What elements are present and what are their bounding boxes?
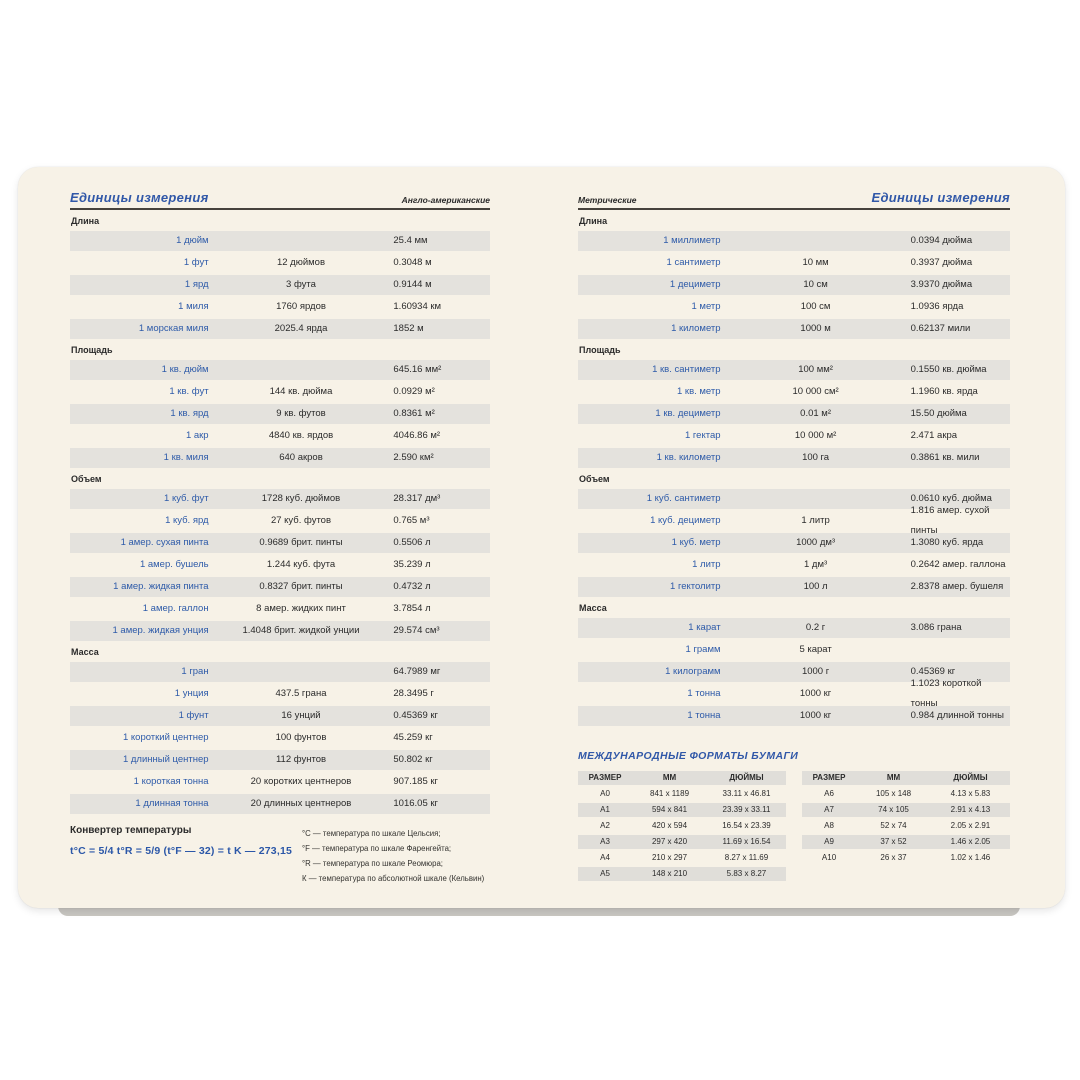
- table-row: [70, 555, 490, 575]
- paper-size-row: [578, 819, 786, 833]
- unit-name-cell: 1 миля: [178, 301, 209, 312]
- value-cell: 1.60934 км: [393, 301, 442, 312]
- equivalent-cell: 1.4048 брит. жидкой унции: [242, 625, 360, 636]
- page-subtitle: Англо-американские: [401, 195, 490, 205]
- unit-name-cell: 1 морская миля: [138, 323, 209, 334]
- value-cell: 0.984 длинной тонны: [910, 710, 1005, 721]
- value-cell: 1.1023 короткой тонны: [910, 678, 982, 709]
- unit-section: [578, 216, 1010, 339]
- unit-name-cell: 1 длинный центнер: [122, 754, 209, 765]
- paper-size-cell: A9: [824, 837, 834, 846]
- value-cell: 50.802 кг: [393, 754, 433, 765]
- header-rule: [70, 208, 490, 210]
- unit-name-cell: 1 сантиметр: [666, 257, 721, 268]
- table-row: [70, 404, 490, 424]
- equivalent-cell: 8 амер. жидких пинт: [256, 603, 346, 614]
- section-heading: Длина: [71, 216, 100, 226]
- equivalent-cell: 1 литр: [801, 515, 830, 526]
- paper-size-header: РАЗМЕР: [812, 773, 846, 782]
- value-cell: 0.8361 м²: [393, 408, 435, 419]
- table-row: [70, 684, 490, 704]
- paper-mm-cell: 594 x 841: [651, 805, 688, 814]
- value-cell: 907.185 кг: [393, 776, 438, 787]
- value-cell: 28.3495 г: [393, 688, 434, 699]
- equivalent-cell: 1000 г: [801, 666, 830, 677]
- value-cell: 28.317 дм³: [393, 493, 441, 504]
- unit-name-cell: 1 амер. галлон: [142, 603, 209, 614]
- section-rows: [70, 231, 490, 339]
- paper-inch-cell: 2.05 x 2.91: [950, 821, 991, 830]
- table-row: [578, 505, 1010, 536]
- value-cell: 1852 м: [393, 323, 424, 334]
- table-row: [578, 319, 1010, 339]
- value-cell: 4046.86 м²: [393, 430, 441, 441]
- unit-name-cell: 1 карат: [688, 622, 721, 633]
- paper-inch-cell: 11.69 x 16.54: [722, 837, 771, 846]
- equivalent-cell: 1000 м: [800, 323, 831, 334]
- equivalent-cell: 3 фута: [286, 279, 316, 290]
- table-row: [578, 678, 1010, 709]
- paper-mm-cell: 105 x 148: [875, 789, 912, 798]
- paper-size-row: [578, 867, 786, 881]
- section-heading: Площадь: [579, 345, 621, 355]
- table-row: [70, 360, 490, 380]
- equivalent-cell: 2025.4 ярда: [274, 323, 328, 334]
- paper-mm-cell: 26 x 37: [880, 853, 907, 862]
- page-right: [578, 187, 1010, 883]
- equivalent-cell: 10 000 см²: [792, 386, 839, 397]
- temp-converter-title: Конвертер температуры: [70, 825, 192, 836]
- unit-section: [578, 345, 1010, 468]
- value-cell: 25.4 мм: [393, 235, 428, 246]
- page-left: [70, 187, 490, 886]
- paper-formats-section: [578, 750, 1010, 883]
- unit-sections-left: [70, 216, 490, 814]
- paper-inch-cell: 23.39 x 33.11: [722, 805, 771, 814]
- unit-name-cell: 1 грамм: [685, 644, 721, 655]
- paper-size-cell: A2: [600, 821, 610, 830]
- unit-name-cell: 1 кв. дециметр: [655, 408, 721, 419]
- paper-size-row: [578, 835, 786, 849]
- unit-section: [70, 345, 490, 468]
- paper-size-cell: A7: [824, 805, 834, 814]
- equivalent-cell: 112 фунтов: [275, 754, 327, 765]
- equivalent-cell: 5 карат: [799, 644, 832, 655]
- equivalent-cell: 100 фунтов: [275, 732, 327, 743]
- value-cell: 3.086 грана: [910, 622, 962, 633]
- table-row: [70, 772, 490, 792]
- paper-mm-cell: 74 x 105: [878, 805, 909, 814]
- table-row: [578, 297, 1010, 317]
- unit-name-cell: 1 тонна: [687, 710, 721, 721]
- unit-name-cell: 1 тонна: [687, 688, 721, 699]
- unit-name-cell: 1 амер. жидкая пинта: [113, 581, 209, 592]
- table-row: [70, 382, 490, 402]
- paper-inch-cell: 5.83 x 8.27: [726, 869, 767, 878]
- table-row: [70, 489, 490, 509]
- unit-name-cell: 1 кв. сантиметр: [652, 364, 721, 375]
- value-cell: 0.0929 м²: [393, 386, 435, 397]
- value-cell: 2.8378 амер. бушеля: [910, 581, 1004, 592]
- unit-name-cell: 1 короткая тонна: [133, 776, 209, 787]
- unit-name-cell: 1 килограмм: [665, 666, 721, 677]
- value-cell: 35.239 л: [393, 559, 431, 570]
- unit-name-cell: 1 кв. километр: [656, 452, 721, 463]
- unit-name-cell: 1 фунт: [178, 710, 209, 721]
- value-cell: 0.0394 дюйма: [910, 235, 973, 246]
- equivalent-cell: 100 см: [800, 301, 831, 312]
- unit-section: [70, 216, 490, 339]
- paper-mm-cell: 210 x 297: [651, 853, 688, 862]
- section-heading: Масса: [579, 603, 607, 613]
- section-rows: [578, 231, 1010, 339]
- value-cell: 0.5506 л: [393, 537, 431, 548]
- temp-scale-note: °R — температура по шкале Реомюра;: [302, 859, 443, 868]
- paper-size-row: [802, 835, 1010, 849]
- paper-mm-header: ММ: [662, 773, 677, 782]
- table-row: [70, 511, 490, 531]
- value-cell: 29.574 см³: [393, 625, 440, 636]
- table-row: [578, 231, 1010, 251]
- table-row: [578, 533, 1010, 553]
- page-left-header: [70, 187, 490, 205]
- paper-inch-header: ДЮЙМЫ: [729, 773, 764, 782]
- table-row: [70, 426, 490, 446]
- paper-formats-tables: [578, 771, 1010, 883]
- unit-name-cell: 1 акр: [185, 430, 209, 441]
- equivalent-cell: 100 л: [803, 581, 828, 592]
- section-rows: [70, 360, 490, 468]
- table-row: [70, 533, 490, 553]
- paper-size-header: РАЗМЕР: [588, 773, 622, 782]
- table-row: [70, 231, 490, 251]
- value-cell: 1.816 амер. сухой пинты: [910, 505, 990, 536]
- temp-converter-formula: t°C = 5/4 t°R = 5/9 (t°F — 32) = t K — 273,15: [70, 845, 293, 857]
- paper-mm-cell: 841 x 1189: [650, 789, 690, 798]
- unit-name-cell: 1 километр: [671, 323, 721, 334]
- equivalent-cell: 12 дюймов: [276, 257, 326, 268]
- equivalent-cell: 437.5 грана: [275, 688, 327, 699]
- paper-inch-cell: 2.91 x 4.13: [950, 805, 991, 814]
- table-row: [70, 319, 490, 339]
- paper-size-row: [578, 803, 786, 817]
- unit-name-cell: 1 амер. жидкая унция: [112, 625, 209, 636]
- unit-name-cell: 1 гран: [181, 666, 209, 677]
- equivalent-cell: 4840 кв. ярдов: [268, 430, 334, 441]
- paper-size-cell: A6: [824, 789, 834, 798]
- equivalent-cell: 10 000 м²: [794, 430, 837, 441]
- equivalent-cell: 0.9689 брит. пинты: [259, 537, 343, 548]
- equivalent-cell: 100 га: [802, 452, 830, 463]
- table-row: [70, 728, 490, 748]
- paper-table-a6-a10: [802, 771, 1010, 883]
- paper-size-cell: A1: [600, 805, 610, 814]
- equivalent-cell: 144 кв. дюйма: [269, 386, 333, 397]
- unit-name-cell: 1 кв. миля: [163, 452, 209, 463]
- equivalent-cell: 1760 ярдов: [276, 301, 326, 312]
- unit-name-cell: 1 гектар: [685, 430, 721, 441]
- unit-name-cell: 1 амер. бушель: [139, 559, 209, 570]
- equivalent-cell: 1000 дм³: [796, 537, 836, 548]
- equivalent-cell: 27 куб. футов: [270, 515, 332, 526]
- paper-inch-cell: 4.13 x 5.83: [950, 789, 991, 798]
- table-row: [578, 253, 1010, 273]
- equivalent-cell: 20 длинных центнеров: [250, 798, 352, 809]
- table-row: [578, 706, 1010, 726]
- paper-size-row: [578, 851, 786, 865]
- paper-inch-cell: 1.46 x 2.05: [950, 837, 991, 846]
- unit-name-cell: 1 длинная тонна: [135, 798, 209, 809]
- unit-name-cell: 1 миллиметр: [663, 235, 721, 246]
- unit-name-cell: 1 кв. метр: [677, 386, 721, 397]
- table-row: [578, 618, 1010, 638]
- table-row: [578, 404, 1010, 424]
- value-cell: 0.45369 кг: [393, 710, 438, 721]
- table-row: [70, 750, 490, 770]
- section-rows: [70, 489, 490, 641]
- page-title-right: Единицы измерения: [871, 190, 1010, 205]
- table-row: [70, 275, 490, 295]
- table-row: [70, 706, 490, 726]
- value-cell: 0.0610 куб. дюйма: [910, 493, 992, 504]
- temp-scale-note: К — температура по абсолютной шкале (Кельвин): [302, 874, 485, 883]
- temp-scale-note: °F — температура по шкале Фаренгейта;: [302, 844, 452, 853]
- value-cell: 0.3861 кв. мили: [910, 452, 980, 463]
- value-cell: 45.259 кг: [393, 732, 433, 743]
- section-heading: Площадь: [71, 345, 113, 355]
- unit-name-cell: 1 метр: [691, 301, 721, 312]
- equivalent-cell: 100 мм²: [798, 364, 833, 375]
- value-cell: 2.471 акра: [910, 430, 958, 441]
- unit-name-cell: 1 короткий центнер: [122, 732, 209, 743]
- paper-inch-cell: 8.27 x 11.69: [724, 853, 769, 862]
- paper-size-cell: A0: [600, 789, 610, 798]
- page-subtitle-metric: Метрические: [578, 195, 637, 205]
- table-row: [70, 794, 490, 814]
- paper-inch-cell: 33.11 x 46.81: [722, 789, 771, 798]
- unit-name-cell: 1 куб. сантиметр: [646, 493, 721, 504]
- unit-name-cell: 1 кв. дюйм: [161, 364, 209, 375]
- equivalent-cell: 1000 кг: [799, 710, 832, 721]
- unit-name-cell: 1 куб. метр: [671, 537, 721, 548]
- unit-name-cell: 1 унция: [174, 688, 209, 699]
- table-row: [70, 297, 490, 317]
- equivalent-cell: 1728 куб. дюймов: [261, 493, 341, 504]
- unit-name-cell: 1 дюйм: [176, 235, 209, 246]
- unit-name-cell: 1 куб. дециметр: [650, 515, 721, 526]
- paper-size-cell: A10: [821, 853, 837, 862]
- table-row: [70, 662, 490, 682]
- page-title: Единицы измерения: [70, 190, 209, 205]
- equivalent-cell: 10 мм: [802, 257, 829, 268]
- section-rows: [578, 360, 1010, 468]
- temp-converter-main: [70, 823, 292, 886]
- paper-size-row: [802, 851, 1010, 865]
- table-row: [578, 382, 1010, 402]
- table-row: [578, 577, 1010, 597]
- value-cell: 0.62137 мили: [910, 323, 971, 334]
- page-right-header: [578, 187, 1010, 205]
- unit-name-cell: 1 ярд: [184, 279, 209, 290]
- temp-scale-note: °C — температура по шкале Цельсия;: [302, 829, 441, 838]
- equivalent-cell: 10 см: [803, 279, 828, 290]
- value-cell: 0.4732 л: [393, 581, 431, 592]
- unit-name-cell: 1 кв. ярд: [170, 408, 209, 419]
- unit-name-cell: 1 амер. сухая пинта: [120, 537, 209, 548]
- equivalent-cell: 640 акров: [279, 452, 323, 463]
- value-cell: 0.3937 дюйма: [910, 257, 973, 268]
- table-row: [578, 555, 1010, 575]
- section-rows: [578, 618, 1010, 726]
- equivalent-cell: 20 коротких центнеров: [250, 776, 352, 787]
- table-row: [70, 253, 490, 273]
- paper-size-cell: A5: [600, 869, 610, 878]
- paper-size-cell: A8: [824, 821, 834, 830]
- value-cell: 1.3080 куб. ярда: [910, 537, 984, 548]
- value-cell: 3.9370 дюйма: [910, 279, 973, 290]
- equivalent-cell: 0.01 м²: [800, 408, 831, 419]
- paper-size-row: [802, 819, 1010, 833]
- paper-size-cell: A4: [600, 853, 610, 862]
- value-cell: 0.2642 амер. галлона: [910, 559, 1006, 570]
- value-cell: 1.1960 кв. ярда: [910, 386, 978, 397]
- paper-table-header-row: [802, 771, 1010, 785]
- equivalent-cell: 0.8327 брит. пинты: [259, 581, 343, 592]
- value-cell: 1.0936 ярда: [910, 301, 964, 312]
- value-cell: 15.50 дюйма: [910, 408, 967, 419]
- unit-name-cell: 1 литр: [692, 559, 721, 570]
- paper-formats-title: МЕЖДУНАРОДНЫЕ ФОРМАТЫ БУМАГИ: [578, 750, 799, 762]
- unit-name-cell: 1 куб. фут: [164, 493, 209, 504]
- unit-name-cell: 1 дециметр: [669, 279, 721, 290]
- paper-size-row: [578, 787, 786, 801]
- value-cell: 1016.05 кг: [393, 798, 438, 809]
- notebook-spread: [18, 167, 1065, 908]
- value-cell: 2.590 км²: [393, 452, 434, 463]
- paper-mm-header: ММ: [886, 773, 901, 782]
- paper-size-cell: A3: [600, 837, 610, 846]
- table-row: [70, 599, 490, 619]
- unit-section: [70, 474, 490, 641]
- value-cell: 645.16 мм²: [393, 364, 442, 375]
- equivalent-cell: 1000 кг: [799, 688, 832, 699]
- unit-name-cell: 1 кв. фут: [169, 386, 209, 397]
- section-rows: [578, 489, 1010, 597]
- section-rows: [70, 662, 490, 814]
- table-row: [578, 448, 1010, 468]
- paper-mm-cell: 148 x 210: [651, 869, 688, 878]
- paper-mm-cell: 420 x 594: [651, 821, 688, 830]
- table-row: [578, 640, 1010, 660]
- paper-mm-cell: 297 x 420: [651, 837, 688, 846]
- paper-table-a0-a5: [578, 771, 786, 883]
- paper-inch-header: ДЮЙМЫ: [953, 773, 988, 782]
- table-row: [70, 621, 490, 641]
- unit-section: [578, 603, 1010, 726]
- value-cell: 0.765 м³: [393, 515, 430, 526]
- unit-name-cell: 1 куб. ярд: [165, 515, 209, 526]
- paper-mm-cell: 52 x 74: [880, 821, 907, 830]
- equivalent-cell: 1.244 куб. фута: [266, 559, 336, 570]
- equivalent-cell: 9 кв. футов: [276, 408, 326, 419]
- value-cell: 0.9144 м: [393, 279, 432, 290]
- value-cell: 0.45369 кг: [910, 666, 956, 677]
- temperature-converter: [70, 823, 490, 886]
- unit-name-cell: 1 фут: [183, 257, 209, 268]
- section-heading: Длина: [579, 216, 608, 226]
- paper-inch-cell: 16.54 x 23.39: [722, 821, 771, 830]
- table-row: [578, 360, 1010, 380]
- unit-section: [578, 474, 1010, 597]
- temp-converter-notes: [302, 823, 490, 886]
- unit-section: [70, 647, 490, 814]
- table-row: [70, 448, 490, 468]
- value-cell: 0.3048 м: [393, 257, 432, 268]
- paper-table-header-row: [578, 771, 786, 785]
- header-rule-right: [578, 208, 1010, 210]
- section-heading: Масса: [71, 647, 99, 657]
- value-cell: 3.7854 л: [393, 603, 431, 614]
- table-row: [70, 577, 490, 597]
- paper-size-row: [802, 803, 1010, 817]
- equivalent-cell: 0.2 г: [805, 622, 826, 633]
- paper-size-row: [802, 787, 1010, 801]
- equivalent-cell: 16 унций: [281, 710, 321, 721]
- paper-inch-cell: 1.02 x 1.46: [950, 853, 991, 862]
- section-heading: Объем: [71, 474, 102, 484]
- table-row: [578, 426, 1010, 446]
- equivalent-cell: 1 дм³: [804, 559, 828, 570]
- paper-mm-cell: 37 x 52: [880, 837, 907, 846]
- value-cell: 64.7989 мг: [393, 666, 441, 677]
- table-row: [578, 275, 1010, 295]
- unit-name-cell: 1 гектолитр: [670, 581, 721, 592]
- value-cell: 0.1550 кв. дюйма: [910, 364, 987, 375]
- section-heading: Объем: [579, 474, 610, 484]
- unit-sections-right: [578, 216, 1010, 726]
